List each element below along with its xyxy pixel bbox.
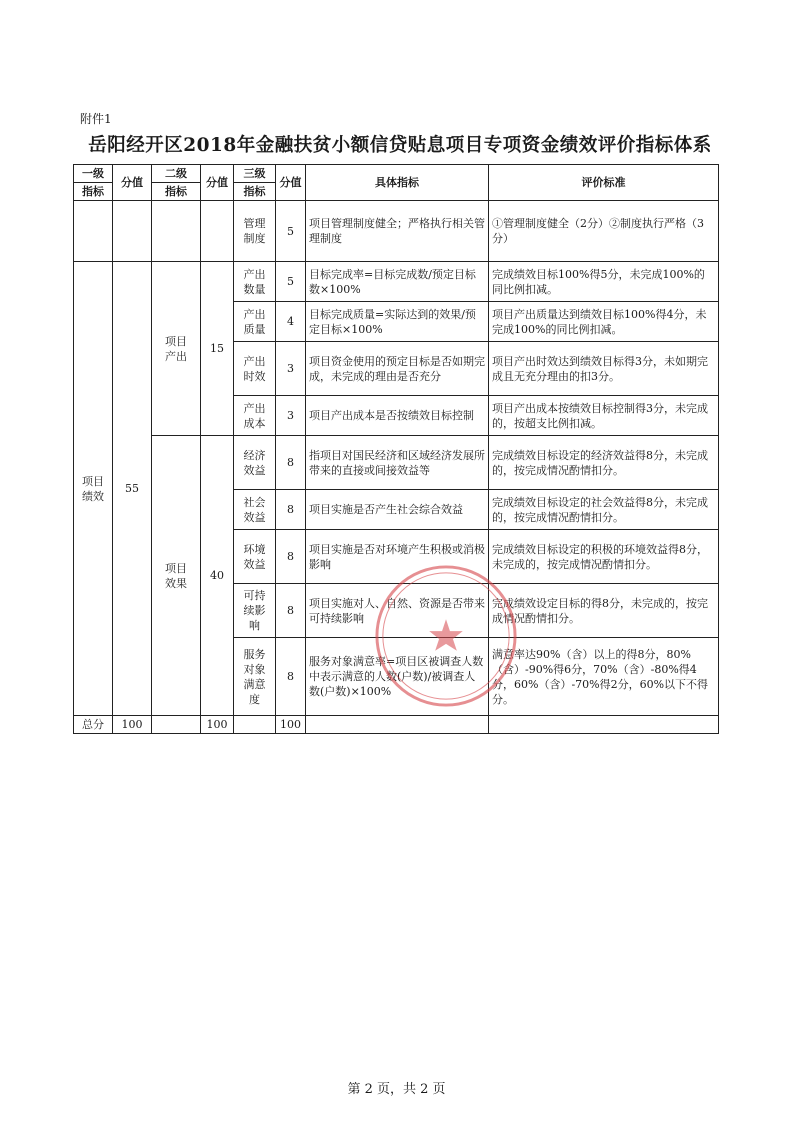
level2-effect-label: 项目 效果 (165, 561, 187, 590)
spec-cell: 目标完成率=目标完成数/预定目标数×100% (306, 262, 489, 302)
spec-cell: 项目资金使用的预定目标是否如期完成，未完成的理由是否充分 (306, 342, 489, 396)
spec-cell: 项目管理制度健全；严格执行相关管理制度 (306, 201, 489, 262)
header-spec: 具体指标 (306, 165, 489, 201)
l3-score: 3 (276, 342, 306, 396)
l3-score: 8 (276, 530, 306, 584)
attachment-label: 附件1 (80, 112, 112, 126)
header-level3-top: 三级 (234, 165, 276, 183)
total-row (74, 716, 719, 734)
criteria-cell: 完成绩效目标100%得5分，未完成100%的同比例扣减。 (489, 262, 719, 302)
l3-label: 产出 时效 (234, 342, 276, 396)
l3-score: 8 (276, 490, 306, 530)
l3-label: 产出 数量 (234, 262, 276, 302)
level2-output-label: 项目 产出 (165, 334, 187, 363)
level2-output-score: 15 (201, 262, 234, 436)
spec-cell: 服务对象满意率=项目区被调查人数中表示满意的人数(户数)/被调查人数(户数)×100% (306, 638, 489, 716)
total-label: 总分 (74, 716, 113, 734)
level2-effect-cell (152, 436, 201, 716)
level1-label: 项目 绩效 (82, 474, 104, 503)
total-score-3: 100 (276, 716, 306, 734)
criteria-cell: 项目产出质量达到绩效目标100%得4分，未完成100%的同比例扣减。 (489, 302, 719, 342)
table-row (74, 436, 719, 490)
level1-cell (74, 262, 113, 716)
header-score-2: 分值 (201, 165, 234, 201)
l3-score: 4 (276, 302, 306, 342)
l3-score: 5 (276, 201, 306, 262)
page-footer: 第 2 页，共 2 页 (347, 1082, 446, 1097)
l3-label: 服务 对象 满意 度 (234, 638, 276, 716)
header-score-1: 分值 (113, 165, 152, 201)
criteria-cell: ①管理制度健全（2分）②制度执行严格（3分） (489, 201, 719, 262)
spec-cell: 项目产出成本是否按绩效目标控制 (306, 396, 489, 436)
level2-effect-score: 40 (201, 436, 234, 716)
l3-label: 环境 效益 (234, 530, 276, 584)
table-row (74, 262, 719, 302)
header-criteria: 评价标准 (489, 165, 719, 201)
level2-output-cell (152, 262, 201, 436)
l3-score: 5 (276, 262, 306, 302)
l3-label: 社会 效益 (234, 490, 276, 530)
l3-label: 产出 质量 (234, 302, 276, 342)
header-row-top (74, 165, 719, 183)
indicator-table (73, 164, 719, 734)
level1-score: 55 (113, 262, 152, 716)
l3-score: 3 (276, 396, 306, 436)
header-level1-top: 一级 (74, 165, 113, 183)
criteria-cell: 完成绩效目标设定的社会效益得8分，未完成的，按完成情况酌情扣分。 (489, 490, 719, 530)
criteria-cell: 完成绩效设定目标的得8分，未完成的，按完成情况酌情扣分。 (489, 584, 719, 638)
criteria-cell: 完成绩效目标设定的积极的环境效益得8分，未完成的，按完成情况酌情扣分。 (489, 530, 719, 584)
header-level3-bottom: 指标 (234, 183, 276, 201)
total-score-2: 100 (201, 716, 234, 734)
header-level2-bottom: 指标 (152, 183, 201, 201)
l3-label: 产出 成本 (234, 396, 276, 436)
spec-cell: 项目实施是否产生社会综合效益 (306, 490, 489, 530)
table-row (74, 201, 719, 262)
l3-score: 8 (276, 638, 306, 716)
l3-label: 可持 续影 响 (234, 584, 276, 638)
total-score-1: 100 (113, 716, 152, 734)
spec-cell: 项目实施对人、自然、资源是否带来可持续影响 (306, 584, 489, 638)
document-title: 岳阳经开区2018年金融扶贫小额信贷贴息项目专项资金绩效评价指标体系 (88, 135, 712, 156)
spec-cell: 指项目对国民经济和区域经济发展所带来的直接或间接效益等 (306, 436, 489, 490)
header-level1-bottom: 指标 (74, 183, 113, 201)
criteria-cell: 项目产出时效达到绩效目标得3分，未如期完成且无充分理由的扣3分。 (489, 342, 719, 396)
l3-label: 管理 制度 (234, 201, 276, 262)
criteria-cell: 完成绩效目标设定的经济效益得8分，未完成的，按完成情况酌情扣分。 (489, 436, 719, 490)
criteria-cell: 项目产出成本按绩效目标控制得3分，未完成的，按超支比例扣减。 (489, 396, 719, 436)
l3-label: 经济 效益 (234, 436, 276, 490)
criteria-cell: 满意率达90%（含）以上的得8分，80%（含）-90%得6分，70%（含）-80%得4分，60%（含）-70%得2分，60%以下不得分。 (489, 638, 719, 716)
spec-cell: 项目实施是否对环境产生积极或消极影响 (306, 530, 489, 584)
spec-cell: 目标完成质量=实际达到的效果/预定目标×100% (306, 302, 489, 342)
l3-score: 8 (276, 436, 306, 490)
header-score-3: 分值 (276, 165, 306, 201)
header-level2-top: 二级 (152, 165, 201, 183)
l3-score: 8 (276, 584, 306, 638)
